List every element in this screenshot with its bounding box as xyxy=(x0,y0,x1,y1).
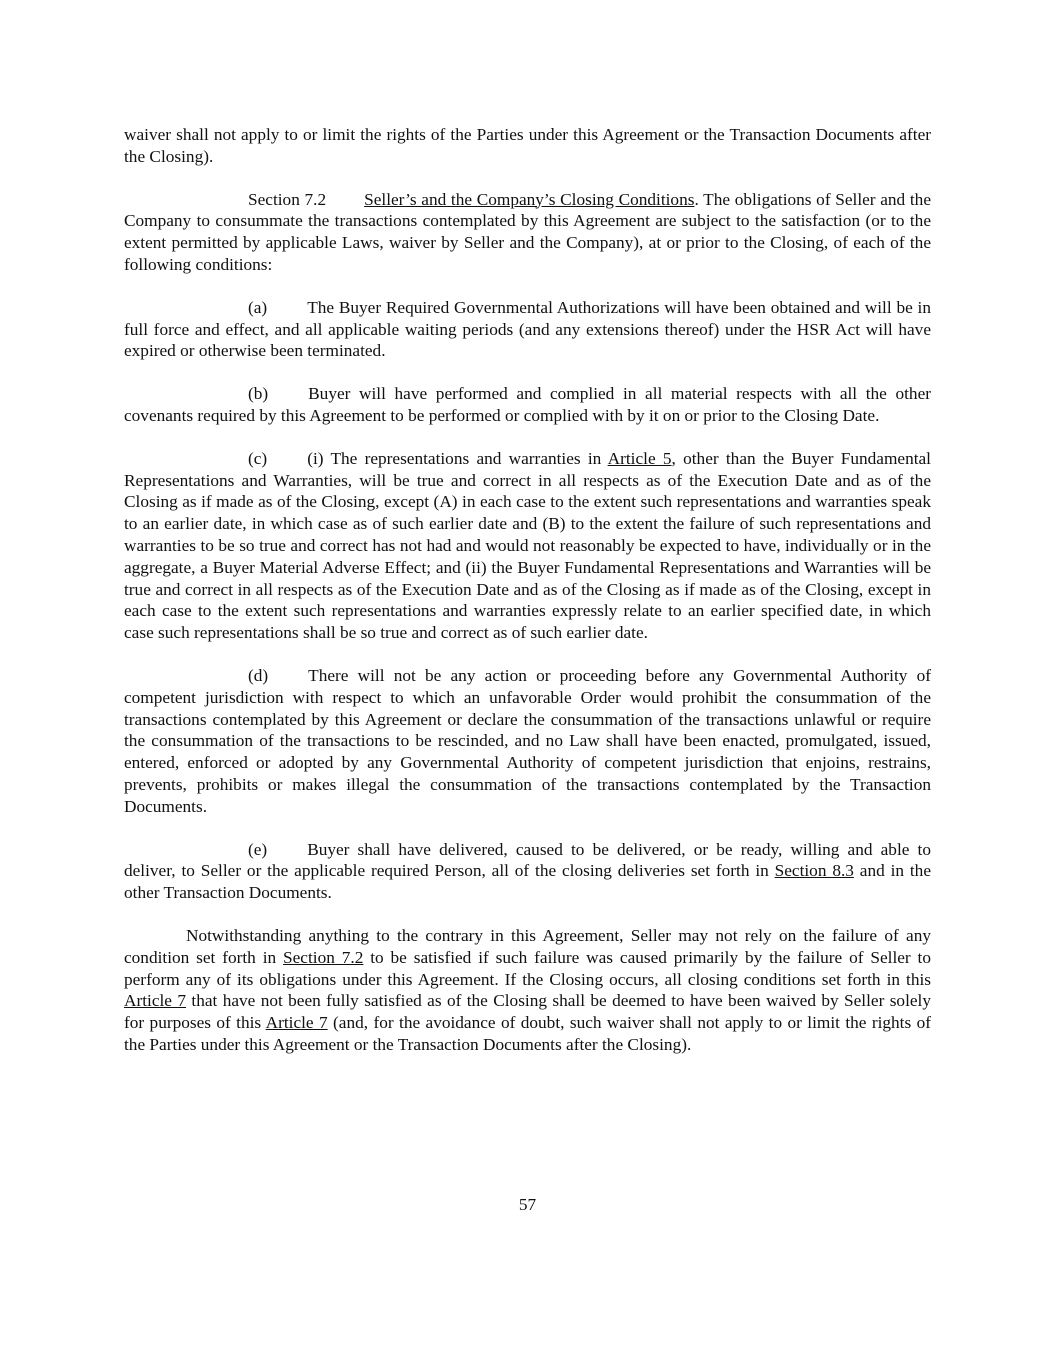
condition-a-label: (a) xyxy=(248,297,268,317)
condition-a xyxy=(124,297,931,362)
section-number: Section 7.2 xyxy=(248,189,327,209)
document-page xyxy=(124,124,931,1056)
section-7-2-reference: Section 7.2 xyxy=(283,947,364,967)
section-8-3-reference: Section 8.3 xyxy=(774,861,854,881)
condition-b xyxy=(124,383,931,427)
final-text-3: that have not been fully satisfied as of the Closing shall be deemed to have been waived by Seller solely for purposes of this xyxy=(124,991,931,1033)
final-text-1: Notwithstanding anything to the contrary in this Agreement, Seller may not rely on the failure of any condition set forth in xyxy=(124,925,931,967)
section-heading: Seller’s and the Company’s Closing Conditions xyxy=(364,189,695,209)
intro-paragraph xyxy=(124,124,931,168)
final-text-2: to be satisfied if such failure was caused primarily by the failure of Seller to perform any of its obligations under this Agreement. If the Closing occurs, all closing conditions set forth in this xyxy=(124,947,931,989)
section-body: . The obligations of Seller and the Company to consummate the transactions contemplated by this Agreement are subject to the satisfaction (or to the extent permitted by applicable Laws, waiver by Seller and the Company), at or prior to the Closing, of each of the following conditions: xyxy=(124,189,931,274)
article-5-reference: Article 5 xyxy=(607,448,672,468)
condition-e-label: (e) xyxy=(248,839,268,859)
condition-d-label: (d) xyxy=(248,665,269,685)
final-text-4: (and, for the avoidance of doubt, such waiver shall not apply to or limit the rights of the Parties under this Agreement or the Transaction Documents after the Closing). xyxy=(124,1013,932,1054)
condition-d-text: There will not be any action or proceeding before any Governmental Authority of competent jurisdiction with respect to which an unfavorable Order would prohibit the consummation of the transactions contemplated by this Agreement or declare the consummation of the transactions unlawful or require the consummation of the transactions to be rescinded, and no Law shall have been enacted, promulgated, issued, entered, enforced or adopted by any Governmental Authority of competent jurisdiction that enjoins, restrains, prevents, prohibits or makes illegal the consummation of the transactions contemplated by the Transaction Documents. xyxy=(124,665,931,816)
condition-c-label: (c) xyxy=(248,448,268,468)
page-number: 57 xyxy=(518,1195,537,1214)
article-7-reference: Article 7 xyxy=(124,991,187,1011)
condition-c xyxy=(124,448,931,644)
condition-d xyxy=(124,665,931,818)
article-7-reference-2: Article 7 xyxy=(265,1013,328,1033)
condition-b-label: (b) xyxy=(248,384,269,404)
intro-text: waiver shall not apply to or limit the rights of the Parties under this Agreement or the Transaction Documents after the Closing). xyxy=(124,125,931,166)
condition-c-text-1: (i) The representations and warranties in xyxy=(307,448,608,468)
condition-e-text-1: Buyer shall have delivered, caused to be delivered, or be ready, willing and able to deliver, to Seller or the applicable required Person, all of the closing deliveries set forth in xyxy=(124,839,931,881)
section-7-2-paragraph xyxy=(124,189,931,276)
condition-c-text-2: , other than the Buyer Fundamental Representations and Warranties, will be true and correct in all respects as of the Execution Date and as of the Closing as if made as of the Closing, except (A) in each case to the extent such representations and warranties speak to an earlier date, in which case as of such earlier date and (B) to the extent the failure of such representations and warranties to be so true and correct has not had and would not reasonably be expected to have, individually or in the aggregate, a Buyer Material Adverse Effect; and (ii) the Buyer Fundamental Representations and Warranties will be true and correct in all respects as of the Execution Date and as of the Closing as if made as of the Closing, except in each case to the extent such representations and warranties expressly relate to an earlier specified date, in which case such representations shall be so true and correct as of such earlier date. xyxy=(124,448,931,643)
condition-b-text: Buyer will have performed and complied in all material respects with all the other covenants required by this Agreement to be performed or complied with by it on or prior to the Closing Date. xyxy=(124,384,931,425)
condition-a-text: The Buyer Required Governmental Authorizations will have been obtained and will be in full force and effect, and all applicable waiting periods (and any extensions thereof) under the HSR Act will have expired or otherwise been terminated. xyxy=(124,297,931,361)
condition-e-text-2: and in the other Transaction Documents. xyxy=(124,861,931,903)
final-paragraph xyxy=(124,925,931,1056)
condition-e xyxy=(124,839,931,904)
